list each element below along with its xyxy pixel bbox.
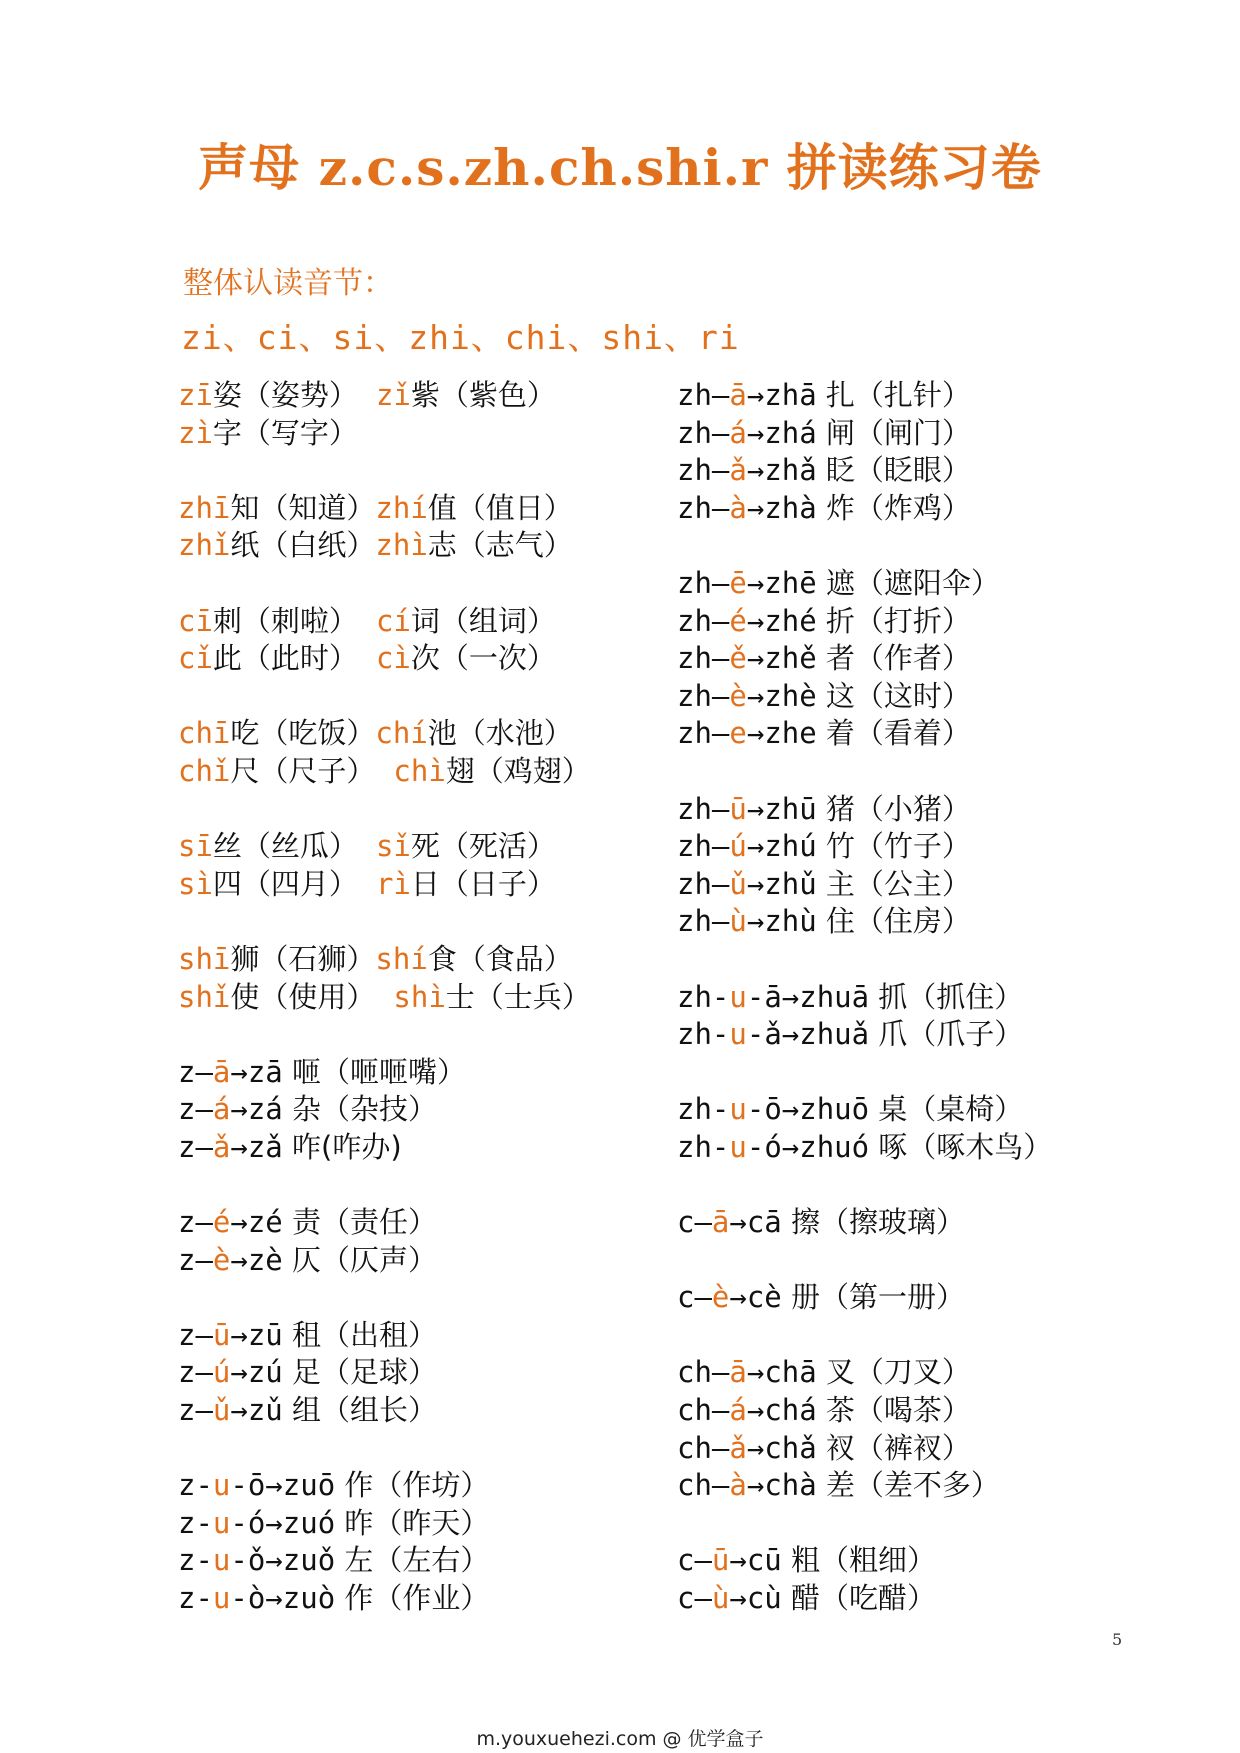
pinyin-highlight: ū bbox=[212, 1317, 231, 1352]
pinyin-highlight: zhī bbox=[178, 490, 231, 525]
pinyin-highlight: ú bbox=[729, 829, 747, 864]
hanzi-text: 扎（扎针） bbox=[816, 378, 971, 412]
pinyin-text: →zé bbox=[230, 1205, 283, 1240]
pinyin-highlight: è bbox=[212, 1242, 231, 1277]
pinyin-text: →zè bbox=[230, 1242, 283, 1277]
hanzi-text: 尺（尺子） bbox=[230, 753, 376, 788]
practice-line bbox=[677, 415, 1052, 453]
pinyin-text: -ó→zhuó bbox=[746, 1129, 870, 1164]
hanzi-text: 住（住房） bbox=[816, 904, 971, 939]
hanzi-text: 士（士兵） bbox=[445, 979, 591, 1014]
pinyin-highlight: á bbox=[729, 1393, 747, 1428]
hanzi-text: 使（使用） bbox=[230, 979, 376, 1014]
pinyin-highlight: u bbox=[729, 1129, 747, 1164]
pinyin-text: zh— bbox=[677, 716, 730, 751]
practice-line bbox=[178, 603, 591, 641]
hanzi-text: 仄（仄声） bbox=[282, 1242, 437, 1277]
blank-line bbox=[677, 1054, 1052, 1092]
pinyin-text: z— bbox=[178, 1355, 213, 1390]
pinyin-text: zh— bbox=[677, 603, 730, 638]
pinyin-highlight: chǐ bbox=[178, 753, 231, 788]
pinyin-text: -ǎ→zhuǎ bbox=[746, 1017, 870, 1052]
practice-line bbox=[677, 791, 1052, 829]
pinyin-text: zh— bbox=[677, 791, 730, 826]
pinyin-highlight: à bbox=[729, 490, 747, 525]
pinyin-text: →zhě bbox=[746, 641, 817, 676]
hanzi-text: 着（看着） bbox=[816, 716, 971, 751]
pinyin-text: →zhá bbox=[746, 415, 817, 450]
pinyin-highlight: ū bbox=[711, 1543, 730, 1578]
blank-line bbox=[178, 565, 591, 603]
blank-line bbox=[677, 1317, 1052, 1355]
hanzi-text: 池（水池） bbox=[427, 716, 573, 751]
pinyin-text: zh— bbox=[677, 378, 730, 412]
blank-line bbox=[178, 1166, 591, 1204]
hanzi-text: 咂（咂咂嘴） bbox=[282, 1054, 466, 1089]
blank-line bbox=[178, 452, 591, 490]
blank-line bbox=[178, 1016, 591, 1054]
blank-line bbox=[178, 1279, 591, 1317]
pinyin-text: c— bbox=[677, 1543, 712, 1578]
practice-line bbox=[677, 377, 1052, 415]
pinyin-text: z- bbox=[178, 1581, 213, 1615]
pinyin-highlight: ū bbox=[729, 791, 747, 826]
pinyin-highlight: u bbox=[212, 1581, 231, 1615]
practice-line bbox=[677, 1091, 1052, 1129]
hanzi-text: 刺（刺啦） bbox=[212, 603, 358, 638]
pinyin-highlight: ù bbox=[711, 1581, 730, 1615]
hanzi-text: 遮（遮阳伞） bbox=[816, 565, 1000, 600]
pinyin-text: →zú bbox=[230, 1355, 283, 1390]
pinyin-text: zh— bbox=[677, 490, 730, 525]
practice-line bbox=[178, 1054, 591, 1092]
pinyin-text: zh- bbox=[677, 1129, 730, 1164]
pinyin-text: →zhǔ bbox=[746, 866, 817, 901]
pinyin-text: z— bbox=[178, 1242, 213, 1277]
pinyin-highlight: é bbox=[212, 1205, 231, 1240]
pinyin-highlight: zhǐ bbox=[178, 528, 231, 563]
pinyin-highlight: sì bbox=[178, 866, 213, 901]
pinyin-text: →zhǎ bbox=[746, 453, 817, 488]
pinyin-highlight: ā bbox=[711, 1205, 730, 1240]
pinyin-highlight: à bbox=[729, 1468, 747, 1503]
pinyin-text: -ā→zhuā bbox=[746, 979, 870, 1014]
hanzi-text: 作（作业） bbox=[335, 1581, 490, 1615]
pinyin-text: →cū bbox=[729, 1543, 782, 1578]
pinyin-text: zh— bbox=[677, 866, 730, 901]
pinyin-text: ch— bbox=[677, 1393, 730, 1428]
left-column bbox=[178, 377, 591, 1618]
hanzi-text: 昨（昨天） bbox=[335, 1505, 490, 1540]
hanzi-text: 炸（炸鸡） bbox=[816, 490, 971, 525]
pinyin-highlight: á bbox=[729, 415, 747, 450]
practice-line bbox=[178, 1467, 591, 1505]
page-title: 声母 z.c.s.zh.ch.shi.r 拼读练习卷 bbox=[198, 138, 1042, 197]
practice-line bbox=[677, 866, 1052, 904]
practice-line bbox=[178, 1354, 591, 1392]
hanzi-text: 紫（紫色） bbox=[410, 378, 556, 412]
hanzi-text: 四（四月） bbox=[212, 866, 358, 901]
hanzi-text: 词（组词） bbox=[410, 603, 556, 638]
pinyin-text: zh— bbox=[677, 641, 730, 676]
blank-line bbox=[178, 903, 591, 941]
pinyin-text: ch— bbox=[677, 1355, 730, 1390]
hanzi-text: 字（写字） bbox=[212, 415, 358, 450]
practice-line bbox=[178, 1505, 591, 1543]
pinyin-highlight: è bbox=[729, 678, 747, 713]
pinyin-text: c— bbox=[677, 1205, 712, 1240]
pinyin-text: →zhe bbox=[746, 716, 817, 751]
practice-line bbox=[677, 1279, 1052, 1317]
pinyin-text: →zhū bbox=[746, 791, 817, 826]
pinyin-highlight: zī bbox=[178, 378, 213, 412]
pinyin-highlight: zì bbox=[178, 415, 213, 450]
practice-line bbox=[677, 603, 1052, 641]
pinyin-highlight: ú bbox=[212, 1355, 231, 1390]
hanzi-text: 擦（擦玻璃） bbox=[781, 1205, 965, 1240]
pinyin-text: →cè bbox=[729, 1280, 782, 1315]
hanzi-text: 茶（喝茶） bbox=[816, 1393, 971, 1428]
hanzi-text: 竹（竹子） bbox=[816, 829, 971, 864]
hanzi-text: 闸（闸门） bbox=[816, 415, 971, 450]
pinyin-text: →zhà bbox=[746, 490, 817, 525]
practice-line bbox=[677, 1129, 1052, 1167]
hanzi-text: 这（这时） bbox=[816, 678, 971, 713]
hanzi-text: 衩（裤衩） bbox=[816, 1430, 971, 1465]
pinyin-text: →zhé bbox=[746, 603, 817, 638]
pinyin-highlight: shì bbox=[393, 979, 446, 1014]
hanzi-text: 主（公主） bbox=[816, 866, 971, 901]
practice-line bbox=[677, 1430, 1052, 1468]
hanzi-text: 日（日子） bbox=[410, 866, 556, 901]
practice-line bbox=[677, 1016, 1052, 1054]
blank-line bbox=[677, 1242, 1052, 1280]
hanzi-text: 责（责任） bbox=[282, 1205, 437, 1240]
pinyin-highlight: ù bbox=[729, 904, 747, 939]
pinyin-highlight: ā bbox=[212, 1054, 231, 1089]
practice-line bbox=[178, 753, 591, 791]
hanzi-text: 作（作坊） bbox=[335, 1468, 490, 1503]
practice-line bbox=[178, 828, 591, 866]
pinyin-text: →cù bbox=[729, 1581, 782, 1615]
hanzi-text: 此（此时） bbox=[212, 641, 358, 676]
pinyin-highlight: sǐ bbox=[375, 829, 411, 864]
hanzi-text: 食（食品） bbox=[427, 941, 573, 976]
pinyin-highlight: u bbox=[212, 1505, 231, 1540]
pinyin-highlight: zhí bbox=[375, 490, 428, 525]
blank-line bbox=[677, 527, 1052, 565]
pinyin-text: ch— bbox=[677, 1468, 730, 1503]
section-heading: 整体认读音节： bbox=[183, 266, 393, 301]
practice-line bbox=[677, 1204, 1052, 1242]
pinyin-highlight: shí bbox=[375, 941, 428, 976]
pinyin-text: →chǎ bbox=[746, 1430, 817, 1465]
hanzi-text: 册（第一册） bbox=[781, 1280, 965, 1315]
practice-line bbox=[677, 903, 1052, 941]
pinyin-text: →chá bbox=[746, 1393, 817, 1428]
blank-line bbox=[677, 1505, 1052, 1543]
pinyin-highlight: u bbox=[212, 1543, 231, 1578]
pinyin-text: →zá bbox=[230, 1092, 283, 1127]
pinyin-highlight: e bbox=[729, 716, 747, 751]
pinyin-text: zh- bbox=[677, 979, 730, 1014]
pinyin-text: →zhē bbox=[746, 565, 817, 600]
hanzi-text: 叉（刀叉） bbox=[816, 1355, 971, 1390]
pinyin-highlight: zhì bbox=[375, 528, 428, 563]
pinyin-highlight: u bbox=[729, 1092, 747, 1127]
practice-line bbox=[677, 1354, 1052, 1392]
pinyin-highlight: ě bbox=[729, 641, 747, 676]
pinyin-highlight: è bbox=[711, 1280, 730, 1315]
pinyin-highlight: cī bbox=[178, 603, 213, 638]
hanzi-text: 左（左右） bbox=[335, 1543, 490, 1578]
practice-line bbox=[178, 1580, 591, 1618]
practice-line bbox=[178, 979, 591, 1017]
pinyin-highlight: ǎ bbox=[729, 1430, 747, 1465]
practice-line bbox=[178, 866, 591, 904]
hanzi-text: 租（出租） bbox=[282, 1317, 437, 1352]
pinyin-text: zh— bbox=[677, 904, 730, 939]
pinyin-highlight: cí bbox=[375, 603, 411, 638]
hanzi-text: 爪（爪子） bbox=[869, 1017, 1024, 1052]
practice-line bbox=[677, 640, 1052, 678]
practice-line bbox=[677, 1467, 1052, 1505]
practice-line bbox=[178, 415, 591, 453]
practice-line bbox=[178, 1392, 591, 1430]
hanzi-text: 死（死活） bbox=[410, 829, 556, 864]
pinyin-highlight: ǔ bbox=[212, 1393, 231, 1428]
pinyin-highlight: cì bbox=[375, 641, 411, 676]
practice-line bbox=[178, 715, 591, 753]
hanzi-text: 知（知道） bbox=[230, 490, 376, 525]
pinyin-highlight: chī bbox=[178, 716, 231, 751]
hanzi-text: 翅（鸡翅） bbox=[445, 753, 591, 788]
hanzi-text: 吃（吃饭） bbox=[230, 716, 376, 751]
blank-line bbox=[178, 791, 591, 829]
hanzi-text: 差（差不多） bbox=[816, 1468, 1000, 1503]
pinyin-highlight: rì bbox=[375, 866, 411, 901]
pinyin-text: →chā bbox=[746, 1355, 817, 1390]
hanzi-text: 姿（姿势） bbox=[212, 378, 358, 412]
pinyin-text: z— bbox=[178, 1205, 213, 1240]
pinyin-highlight: chì bbox=[393, 753, 446, 788]
practice-line bbox=[677, 715, 1052, 753]
practice-line bbox=[677, 490, 1052, 528]
hanzi-text: 值（值日） bbox=[427, 490, 573, 525]
pinyin-highlight: ā bbox=[729, 378, 747, 412]
practice-line bbox=[178, 1542, 591, 1580]
practice-line bbox=[178, 1204, 591, 1242]
hanzi-text: 猪（小猪） bbox=[816, 791, 971, 826]
pinyin-highlight: é bbox=[729, 603, 747, 638]
practice-line bbox=[178, 1242, 591, 1280]
pinyin-highlight: shī bbox=[178, 941, 231, 976]
practice-line bbox=[677, 452, 1052, 490]
pinyin-text: →zhù bbox=[746, 904, 817, 939]
pinyin-text: →zhè bbox=[746, 678, 817, 713]
hanzi-text: 折（打折） bbox=[816, 603, 971, 638]
pinyin-text: →zhú bbox=[746, 829, 817, 864]
practice-line bbox=[178, 490, 591, 528]
blank-line bbox=[677, 1166, 1052, 1204]
practice-line bbox=[677, 1580, 1052, 1618]
hanzi-text: 桌（桌椅） bbox=[869, 1092, 1024, 1127]
pinyin-text: ch— bbox=[677, 1430, 730, 1465]
pinyin-highlight: ǔ bbox=[729, 866, 747, 901]
practice-line bbox=[677, 1392, 1052, 1430]
practice-line bbox=[677, 979, 1052, 1017]
pinyin-text: →zǎ bbox=[230, 1129, 283, 1164]
pinyin-text: z— bbox=[178, 1054, 213, 1089]
pinyin-text: →zǔ bbox=[230, 1393, 283, 1428]
hanzi-text: 杂（杂技） bbox=[282, 1092, 437, 1127]
pinyin-text: z— bbox=[178, 1317, 213, 1352]
pinyin-text: zh— bbox=[677, 829, 730, 864]
pinyin-text: zh— bbox=[677, 565, 730, 600]
practice-line bbox=[677, 565, 1052, 603]
blank-line bbox=[677, 753, 1052, 791]
pinyin-highlight: u bbox=[729, 1017, 747, 1052]
practice-line bbox=[677, 828, 1052, 866]
practice-line bbox=[178, 941, 591, 979]
blank-line bbox=[178, 1430, 591, 1468]
footer-watermark: m.youxuehezi.com @ 优学盒子 bbox=[476, 1728, 764, 1750]
pinyin-highlight: ǎ bbox=[212, 1129, 231, 1164]
pinyin-text: -ǒ→zuǒ bbox=[230, 1543, 336, 1578]
practice-line bbox=[178, 1317, 591, 1355]
pinyin-text: -ō→zuō bbox=[230, 1468, 336, 1503]
page-number: 5 bbox=[1112, 1630, 1123, 1649]
pinyin-text: z- bbox=[178, 1468, 213, 1503]
pinyin-text: zh— bbox=[677, 415, 730, 450]
practice-line bbox=[178, 527, 591, 565]
practice-line bbox=[178, 1129, 591, 1167]
pinyin-text: zh— bbox=[677, 678, 730, 713]
pinyin-text: →zū bbox=[230, 1317, 283, 1352]
hanzi-text: 者（作者） bbox=[816, 641, 971, 676]
hanzi-text: 狮（石狮） bbox=[230, 941, 376, 976]
pinyin-text: z— bbox=[178, 1393, 213, 1428]
pinyin-highlight: shǐ bbox=[178, 979, 231, 1014]
pinyin-highlight: u bbox=[729, 979, 747, 1014]
pinyin-highlight: ǎ bbox=[729, 453, 747, 488]
pinyin-highlight: u bbox=[212, 1468, 231, 1503]
pinyin-highlight: chí bbox=[375, 716, 428, 751]
hanzi-text: 足（足球） bbox=[282, 1355, 437, 1390]
right-column bbox=[677, 377, 1052, 1618]
hanzi-text: 志（志气） bbox=[427, 528, 573, 563]
pinyin-highlight: zǐ bbox=[375, 378, 411, 412]
blank-line bbox=[677, 941, 1052, 979]
hanzi-text: 丝（丝瓜） bbox=[212, 829, 358, 864]
pinyin-text: →zā bbox=[230, 1054, 283, 1089]
practice-line bbox=[178, 1091, 591, 1129]
pinyin-text: z- bbox=[178, 1543, 213, 1578]
syllable-list: zi、ci、si、zhi、chi、shi、ri bbox=[181, 318, 740, 357]
hanzi-text: 粗（粗细） bbox=[781, 1543, 936, 1578]
pinyin-text: →chà bbox=[746, 1468, 817, 1503]
pinyin-highlight: á bbox=[212, 1092, 231, 1127]
hanzi-text: 醋（吃醋） bbox=[781, 1581, 936, 1615]
pinyin-text: →cā bbox=[729, 1205, 782, 1240]
practice-line bbox=[178, 640, 591, 678]
hanzi-text: 咋(咋办) bbox=[282, 1129, 402, 1164]
pinyin-text: c— bbox=[677, 1581, 712, 1615]
hanzi-text: 组（组长） bbox=[282, 1393, 437, 1428]
practice-line bbox=[178, 377, 591, 415]
pinyin-text: zh- bbox=[677, 1017, 730, 1052]
pinyin-text: z- bbox=[178, 1505, 213, 1540]
hanzi-text: 眨（眨眼） bbox=[816, 453, 971, 488]
pinyin-text: -ó→zuó bbox=[230, 1505, 336, 1540]
blank-line bbox=[178, 678, 591, 716]
practice-line bbox=[677, 678, 1052, 716]
hanzi-text: 啄（啄木鸟） bbox=[869, 1129, 1053, 1164]
hanzi-text: 次（一次） bbox=[410, 641, 556, 676]
pinyin-highlight: ā bbox=[729, 1355, 747, 1390]
pinyin-text: z— bbox=[178, 1092, 213, 1127]
pinyin-text: -ō→zhuō bbox=[746, 1092, 870, 1127]
pinyin-text: →zhā bbox=[746, 378, 817, 412]
pinyin-text: -ò→zuò bbox=[230, 1581, 336, 1615]
pinyin-highlight: cǐ bbox=[178, 641, 213, 676]
pinyin-text: zh- bbox=[677, 1092, 730, 1127]
pinyin-text: zh— bbox=[677, 453, 730, 488]
practice-line bbox=[677, 1542, 1052, 1580]
hanzi-text: 抓（抓住） bbox=[869, 979, 1024, 1014]
hanzi-text: 纸（白纸） bbox=[230, 528, 376, 563]
pinyin-highlight: ē bbox=[729, 565, 747, 600]
pinyin-text: c— bbox=[677, 1280, 712, 1315]
pinyin-text: z— bbox=[178, 1129, 213, 1164]
pinyin-highlight: sī bbox=[178, 829, 213, 864]
